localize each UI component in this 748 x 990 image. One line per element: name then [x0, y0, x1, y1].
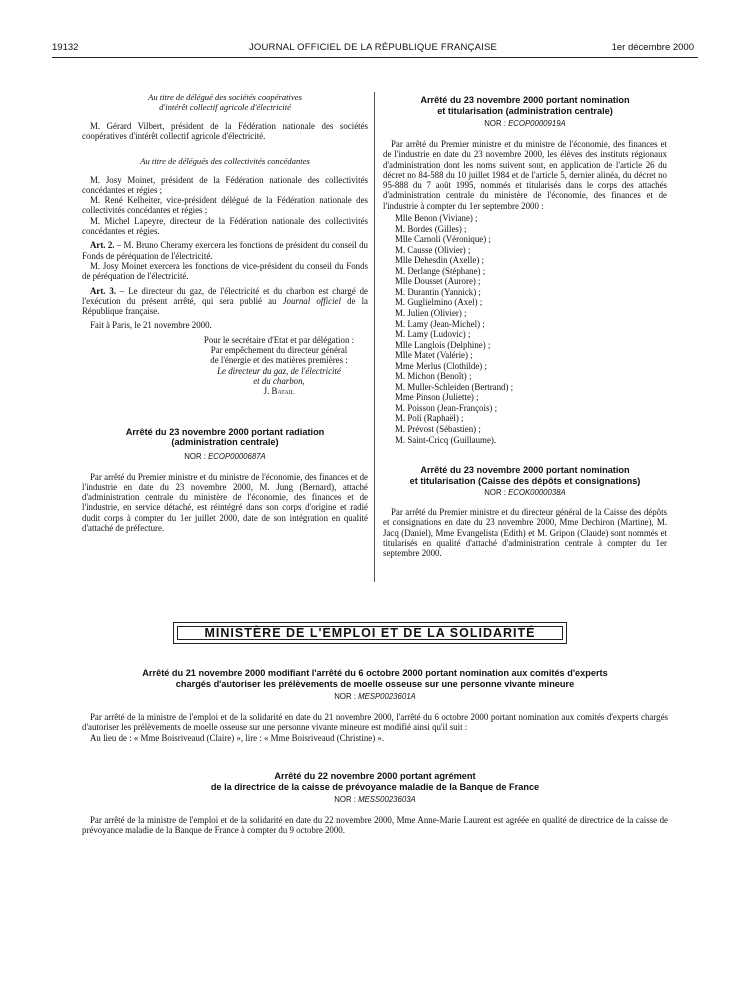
title-line: (administration centrale) [171, 437, 279, 448]
list-item: M. Causse (Olivier) ; [395, 244, 471, 255]
column-divider [374, 92, 375, 582]
member-paragraph: M. Josy Moinet, président de la Fédération nationale des collectivités concédantes et régies ; [82, 174, 368, 195]
nor-code: ECOK0000038A [508, 488, 566, 498]
moelle-correction: Au lieu de : « Mme Boisriveaud (Claire) », lire : « Mme Boisriveaud (Christine) ». [90, 732, 385, 743]
list-item: Mlle Matet (Valérie) ; [395, 350, 473, 361]
list-item: Mlle Dehesdin (Axelle) ; [395, 255, 484, 266]
list-item: M. Bordes (Gilles) ; [395, 223, 467, 234]
bdf-section [82, 771, 668, 836]
nor-code: MESP0023601A [358, 692, 416, 701]
page-number: 19132 [52, 42, 79, 53]
article-3 [82, 286, 368, 317]
signature-line: Par empêchement du directeur général [210, 345, 348, 356]
radiation-title [82, 427, 368, 448]
moelle-section [82, 668, 668, 743]
ministry-title: MINISTÈRE DE L'EMPLOI ET DE LA SOLIDARITÉ [177, 626, 563, 640]
title-line: et titularisation (Caisse des dépôts et consignations) [409, 475, 641, 486]
article-text: de la République française. [82, 295, 368, 317]
moelle-paragraph: Par arrêté de la ministre de l'emploi et de la solidarité en date du 21 novembre 2000, l'arrêté du 6 octobre 2000 portant nomination aux comités d'experts chargés d'autoriser les prélèvements de moelle osseuse sur une personne vivante mineure est modifié ainsi qu'il suit : [82, 712, 668, 733]
signature-line: de l'énergie et des matières premières : [210, 355, 348, 366]
cdc-title [383, 465, 667, 486]
list-item: M. Poli (Raphaël) ; [395, 413, 464, 424]
title-line: Arrêté du 23 novembre 2000 portant nomination [420, 95, 630, 105]
page-header [52, 40, 694, 56]
member-paragraph: M. Michel Lapeyre, directeur de la Fédération nationale des collectivités concédantes et régies. [82, 215, 368, 237]
radiation-paragraph: Par arrêté du Premier ministre et du ministre de l'économie, des finances et de l'industrie en date du 23 novembre 2000, M. Jung (Bernard), attaché d'administration centrale du ministère de l'économie, des finances et de l'industrie, en service détaché, est réintégré dans son corps d'origine et radié dudit corps à compter du 1er juillet 2000, date de son intégration en qualité d'attaché de préfecture. [82, 471, 368, 534]
done-at: Fait à Paris, le 21 novembre 2000. [90, 320, 212, 331]
list-item: M. Saint-Cricq (Guillaume). [395, 434, 497, 445]
title-line: Arrêté du 23 novembre 2000 portant nomination [420, 465, 630, 476]
nomination-paragraph: Par arrêté du Premier ministre et du ministre de l'économie, des finances et de l'industrie en date du 23 novembre 2000, les élèves des instituts régionaux d'administration dont les noms suivent sont, en application de l'article 26 du décret no 84-588 du 10 juillet 1984 et de l'article 5, dernier alinéa, du décret no 95-888 du 7 août 1995, nommés et titularisés dans le corps des attachés d'administration centrale du ministère de l'économie, des finances et de l'industrie à compter du 1er septembre 2000 : [383, 139, 667, 211]
title-line: de la directrice de la caisse de prévoyance maladie de la Banque de France [210, 781, 540, 792]
header-rule [52, 57, 698, 58]
ministry-banner [173, 622, 567, 644]
coop-heading-line: d'intérêt collectif agricole d'électricité [159, 102, 291, 112]
article-text: – M. Bruno Cheramy exercera les fonctions de président du conseil du Fonds de péréquation de l'électricité. [82, 240, 368, 261]
nomination-nor [383, 119, 667, 129]
nor-code: ECOP0000919A [508, 119, 566, 128]
cdc-nor [383, 488, 667, 498]
list-item: Mlle Dousset (Aurore) ; [395, 276, 481, 287]
cdc-paragraph: Par arrêté du Premier ministre et du directeur général de la Caisse des dépôts et consignations en date du 23 novembre 2000, Mme Dechiron (Martine), M. Jacq (Daniel), Mme Evangelista (Edith) et M. Gripon (Claude) sont nommés et titularisés en qualité d'attaché d'administration centrale à compter du 1er septembre 2000. [383, 507, 667, 559]
moelle-title [82, 668, 668, 689]
journal-officiel-ref: Journal officiel [282, 295, 341, 306]
list-item: M. Julien (Olivier) ; [395, 308, 467, 318]
list-item: Mlle Langlois (Delphine) ; [395, 339, 491, 350]
list-item: M. Muller-Schleiden (Bertrand) ; [395, 381, 514, 392]
radiation-nor [82, 452, 368, 462]
list-item: M. Lamy (Ludovic) ; [395, 329, 471, 340]
member-paragraph: M. René Kelheiter, vice-président délégué de la Fédération nationale des collectivités concédantes et régies ; [82, 195, 368, 216]
list-item: M. Durantin (Yannick) ; [395, 286, 481, 297]
list-item: Mme Merlus (Clothilde) ; [395, 360, 487, 371]
nomination-title [383, 95, 667, 116]
issue-date: 1er décembre 2000 [611, 42, 694, 53]
article-2-continued: M. Josy Moinet exercera les fonctions de vice-président du conseil du Fonds de péréquation de l'électricité. [82, 260, 368, 282]
title-line: Arrêté du 21 novembre 2000 modifiant l'arrêté du 6 octobre 2000 portant nomination aux comités d'experts [142, 668, 608, 678]
nor-label: NOR : [334, 692, 359, 701]
nor-code: MESS0023603A [358, 795, 416, 804]
list-item: M. Guglielmino (Axel) ; [395, 297, 483, 308]
list-item: M. Lamy (Jean-Michel) ; [395, 318, 485, 329]
list-item: Mlle Carnoli (Véronique) ; [395, 234, 491, 245]
signature-line: Pour le secrétaire d'Etat et par délégation : [203, 334, 355, 345]
list-item: M. Poisson (Jean-François) ; [395, 402, 498, 413]
title-line: Arrêté du 23 novembre 2000 portant radiation [125, 426, 325, 437]
nor-label: NOR : [334, 795, 359, 804]
coop-heading [82, 92, 368, 112]
coop-heading-line: Au titre de délégué des sociétés coopératives [148, 92, 302, 102]
signature-line: Le directeur du gaz, de l'électricité [217, 365, 341, 376]
signatory-name: J. Batail [263, 386, 295, 397]
list-item: Mlle Benon (Viviane) ; [395, 213, 478, 224]
article-text: – Le directeur du gaz, de l'électricité et du charbon est chargé de l'exécution du présent arrêté, qui sera publié au [82, 285, 368, 306]
collectivites-heading: Au titre de délégués des collectivités concédantes [140, 155, 310, 166]
article-label: Art. 2. [90, 240, 115, 251]
list-item: M. Prévost (Sébastien) ; [395, 424, 481, 435]
article-2 [82, 240, 368, 261]
left-column [82, 92, 368, 533]
bdf-paragraph: Par arrêté de la ministre de l'emploi et de la solidarité en date du 22 novembre 2000, Mme Anne-Marie Laurent est agréée en qualité de directrice de la caisse de prévoyance maladie de la Banque de France à compter du 9 octobre 2000. [82, 815, 668, 836]
signature-line: et du charbon, [253, 375, 305, 386]
title-line: chargés d'autoriser les prélèvements de moelle osseuse sur une personne vivante mineure [175, 678, 575, 689]
bdf-nor [82, 795, 668, 805]
title-line: et titularisation (administration centrale) [437, 105, 613, 116]
list-item: Mme Pinson (Juliette) ; [395, 392, 479, 403]
nor-label: NOR : [184, 451, 209, 461]
list-item: M. Michon (Benoît) ; [395, 371, 472, 382]
right-column [383, 95, 667, 559]
nor-code: ECOP0000687A [208, 451, 266, 461]
signature-block [194, 335, 364, 397]
coop-paragraph: M. Gérard Vilbert, président de la Fédération nationale des sociétés coopératives d'intérêt collectif agricole d'électricité. [82, 121, 368, 142]
nor-label: NOR : [484, 488, 509, 498]
journal-title: JOURNAL OFFICIEL DE LA RÉPUBLIQUE FRANÇAISE [248, 42, 498, 53]
article-label: Art. 3. [90, 285, 117, 296]
names-list [383, 213, 667, 445]
list-item: M. Derlange (Stéphane) ; [395, 265, 486, 276]
title-line: Arrêté du 22 novembre 2000 portant agrément [274, 771, 476, 781]
moelle-nor [82, 692, 668, 702]
bdf-title [82, 771, 668, 792]
nor-label: NOR : [484, 119, 509, 128]
